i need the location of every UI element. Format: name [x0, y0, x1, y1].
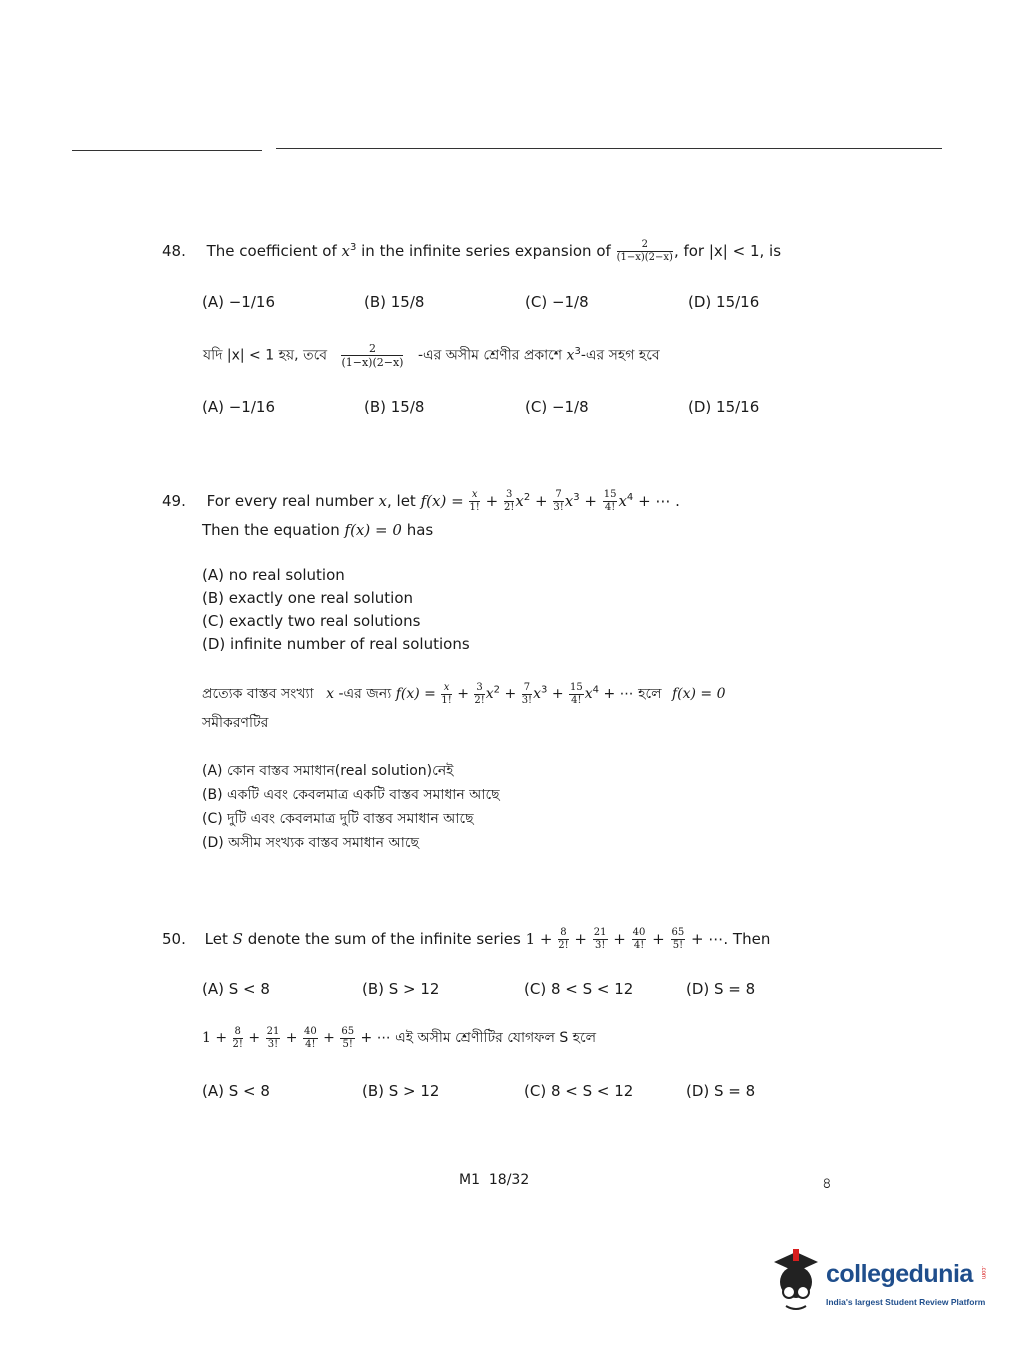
q49-term2-den: 2!: [503, 502, 515, 513]
q48-pow3: 3: [349, 242, 357, 253]
q49-text-pre: For every real number: [206, 492, 374, 510]
q48-option-d[interactable]: (D) 15/16: [688, 293, 760, 311]
q50-bn-term4-num: 65: [341, 1025, 355, 1037]
q49-number: 49.: [162, 492, 186, 510]
q49-bengali-stem: [202, 682, 726, 706]
q50-plus1: +: [574, 930, 587, 948]
page-number-bengali: ৪: [822, 1174, 832, 1192]
q50-term3: [632, 928, 647, 951]
q49-p4: 4: [626, 492, 634, 503]
q49-bn-x: x: [326, 686, 334, 702]
q50-term3-den: 4!: [633, 940, 645, 951]
q49-plus2: +: [534, 492, 548, 510]
q48-bn-end: -এর সহগ হবে: [580, 347, 660, 364]
q49-term4-den: 4!: [604, 502, 616, 513]
q50-bn-term3-den: 4!: [305, 1038, 316, 1050]
q49-x3: x: [564, 492, 574, 510]
q49-text-mid: , let: [386, 492, 416, 510]
q49-option-d[interactable]: (D) infinite number of real solutions: [202, 635, 470, 653]
q50-option-a[interactable]: (A) S < 8: [202, 980, 270, 998]
q49-plus3: +: [584, 492, 597, 510]
q48-bn-frac-den: (1−x)(2−x): [341, 356, 404, 369]
q48-bn-option-d[interactable]: (D) 15/16: [688, 398, 760, 416]
q50-term4-den: 5!: [672, 940, 684, 951]
q48-x: x: [341, 242, 350, 260]
q49-bn-p4: 4: [592, 684, 600, 696]
q49-plus1: +: [485, 492, 499, 510]
q50-bn-term1: [233, 1027, 243, 1050]
q49-term2-num: 3: [504, 490, 514, 502]
q48-fraction: [617, 240, 673, 263]
q49-term3-num: 7: [553, 490, 563, 502]
q48-bn-fraction: [341, 343, 403, 368]
q49-term4: [603, 490, 618, 513]
q49-bn-term3-den: 3!: [521, 694, 533, 706]
q49-bn-term1-num: x: [441, 683, 451, 695]
q50-plus2: +: [613, 930, 626, 948]
q49-term4-num: 15: [603, 489, 617, 500]
q48-bn-pre: যদি |x| < 1 হয়, তবে: [203, 347, 328, 364]
q50-term2: [593, 928, 608, 951]
q49-bn-term1-den: 1!: [441, 694, 452, 706]
q48-text-mid: in the infinite series expansion of: [361, 242, 611, 260]
q50-option-d[interactable]: (D) S = 8: [686, 980, 756, 998]
q50-tail: + ⋯. Then: [691, 930, 771, 948]
q49-bn-term3-num: 7: [522, 683, 532, 695]
q49-line2-end: has: [406, 521, 434, 539]
q49-bn-plus2: +: [504, 686, 517, 702]
q49-term3: [553, 490, 563, 513]
q49-x2: x: [515, 492, 524, 510]
q50-bn-plus1: +: [248, 1030, 261, 1046]
q49-bn-x3: x: [533, 686, 541, 702]
q50-bn-term3-num: 40: [303, 1025, 317, 1037]
top-rule-right: [276, 148, 942, 149]
q48-text-post: , for |x| < 1, is: [673, 242, 782, 260]
q48-bn-pow3: 3: [574, 345, 581, 357]
q50-bn-term4-den: 5!: [342, 1038, 353, 1050]
q49-eq: f(x) = 0: [344, 521, 402, 539]
q50-one: 1 +: [525, 930, 553, 948]
q49-term2: [504, 490, 514, 513]
q49-term1-num: x: [469, 490, 479, 502]
q48-frac-den: (1−x)(2−x): [616, 252, 673, 263]
q48-option-b[interactable]: (B) 15/8: [364, 293, 425, 311]
q48-option-c[interactable]: (C) −1/8: [525, 293, 589, 311]
q49-option-c[interactable]: (C) exactly two real solutions: [202, 612, 421, 630]
collegedunia-logo[interactable]: [766, 1248, 996, 1320]
q49-bn-term4-den: 4!: [571, 694, 582, 706]
q49-bn-fx: f(x) =: [395, 686, 436, 702]
q49-bn-option-c[interactable]: (C) দুটি এবং কেবলমাত্র দুটি বাস্তব সমাধান আছে: [202, 811, 474, 827]
q50-bengali-stem: [202, 1026, 596, 1050]
q49-bn-mid: -এর জন্য: [338, 686, 392, 702]
q48-bn-post: -এর অসীম শ্রেণীর প্রকাশে: [417, 347, 563, 364]
q50-stem: [162, 928, 770, 951]
q48-bengali-stem: [203, 343, 660, 368]
q49-x: x: [378, 492, 387, 510]
q50-term1: [558, 928, 568, 951]
q49-bn-term2-num: 3: [474, 683, 484, 695]
q49-bn-term2-den: 2!: [474, 694, 485, 706]
q49-bn-line2: সমীকরণটির: [202, 715, 269, 731]
q49-bn-p2: 2: [493, 684, 501, 696]
q49-bn-term4: [569, 683, 584, 706]
q49-bn-p3: 3: [540, 684, 548, 696]
logo-tagline: India's largest Student Review Platform: [826, 1297, 986, 1307]
q50-bn-plus2: +: [285, 1030, 298, 1046]
q48-stem: [162, 240, 781, 263]
q49-line2: Then the equation: [202, 521, 340, 539]
q49-bn-term1: [441, 683, 451, 706]
q50-bn-tail: + ⋯ এই অসীম শ্রেণীটির যোগফল S হলে: [360, 1030, 597, 1046]
q48-bn-option-a[interactable]: (A) −1/16: [202, 398, 275, 416]
q49-bn-pre: প্রত্যেক বাস্তব সংখ্যা: [202, 686, 314, 702]
q50-term1-num: 8: [558, 928, 568, 940]
q49-bn-option-b[interactable]: (B) একটি এবং কেবলমাত্র একটি বাস্তব সমাধান আছে: [202, 787, 500, 803]
q50-term4: [671, 928, 686, 951]
q49-bn-term2: [474, 683, 484, 706]
q49-bn-term3: [522, 683, 532, 706]
q50-term2-den: 3!: [594, 940, 606, 951]
q50-term1-den: 2!: [558, 940, 569, 951]
q49-term3-den: 3!: [553, 502, 564, 513]
q50-S: S: [232, 930, 243, 948]
q50-bn-one: 1 +: [202, 1030, 228, 1046]
page-code: M1 18/32: [459, 1172, 530, 1188]
q48-bn-option-c[interactable]: (C) −1/8: [525, 398, 589, 416]
q50-term3-num: 40: [632, 927, 646, 938]
q49-p3: 3: [573, 492, 580, 503]
q49-bn-option-a[interactable]: (A) কোন বাস্তব সমাধান(real solution)নেই: [202, 763, 454, 779]
q49-option-b[interactable]: (B) exactly one real solution: [202, 589, 414, 607]
q50-text-pre: Let: [204, 930, 228, 948]
q50-bn-plus3: +: [323, 1030, 335, 1046]
q48-option-a[interactable]: (A) −1/16: [202, 293, 275, 311]
q50-term2-num: 21: [593, 927, 607, 938]
q50-bn-term4: [340, 1027, 355, 1050]
q50-bn-term2-num: 21: [266, 1025, 280, 1037]
q48-bn-frac-num: 2: [341, 343, 403, 356]
q50-option-b[interactable]: (B) S > 12: [362, 980, 440, 998]
q48-frac-num: 2: [617, 240, 673, 252]
q50-option-c[interactable]: (C) 8 < S < 12: [524, 980, 634, 998]
q50-bn-term2-den: 3!: [267, 1038, 279, 1050]
q50-bn-option-b[interactable]: (B) S > 12: [362, 1082, 440, 1100]
q49-x4: x: [618, 492, 627, 510]
q49-bn-term4-num: 15: [570, 681, 583, 693]
q49-stem-line1: [162, 490, 680, 513]
q49-option-a[interactable]: (A) no real solution: [202, 566, 345, 584]
q48-bn-option-b[interactable]: (B) 15/8: [364, 398, 425, 416]
q50-bn-option-a[interactable]: (A) S < 8: [202, 1082, 270, 1100]
q49-bn-tail: + ⋯ হলে: [603, 686, 662, 702]
q49-tail: + ⋯ .: [638, 492, 680, 510]
q50-bn-term1-den: 2!: [232, 1038, 243, 1050]
top-rule-left: [72, 150, 262, 151]
logo-com: .com: [980, 1266, 986, 1280]
q50-bn-option-d[interactable]: (D) S = 8: [686, 1082, 756, 1100]
q49-bn-x2: x: [485, 686, 494, 702]
q48-bn-x: x: [566, 347, 575, 364]
q49-bn-x4: x: [584, 686, 593, 702]
q50-plus3: +: [652, 930, 665, 948]
q49-bn-plus3: +: [551, 686, 564, 702]
q50-number: 50.: [162, 930, 186, 948]
q49-p2: 2: [523, 492, 531, 503]
q48-text-pre: The coefficient of: [206, 242, 337, 260]
q50-text-mid: denote the sum of the infinite series: [247, 930, 521, 948]
q49-bn-eq: f(x) = 0: [671, 686, 726, 702]
q49-stem-line2: [202, 521, 433, 539]
logo-brand: collegedunia: [826, 1260, 973, 1288]
q50-bn-term2: [266, 1027, 281, 1050]
q50-bn-term3: [303, 1027, 318, 1050]
q49-bn-option-d[interactable]: (D) অসীম সংখ্যক বাস্তব সমাধান আছে: [202, 835, 419, 851]
q49-fx: f(x) =: [420, 492, 464, 510]
q49-term1: [469, 490, 479, 513]
q49-term1-den: 1!: [469, 502, 480, 513]
q49-bn-plus1: +: [457, 686, 469, 702]
mascot-icon: [766, 1248, 824, 1314]
q50-term4-num: 65: [671, 927, 685, 938]
q50-bn-option-c[interactable]: (C) 8 < S < 12: [524, 1082, 634, 1100]
q50-bn-term1-num: 8: [233, 1027, 243, 1039]
q48-number: 48.: [162, 242, 186, 260]
